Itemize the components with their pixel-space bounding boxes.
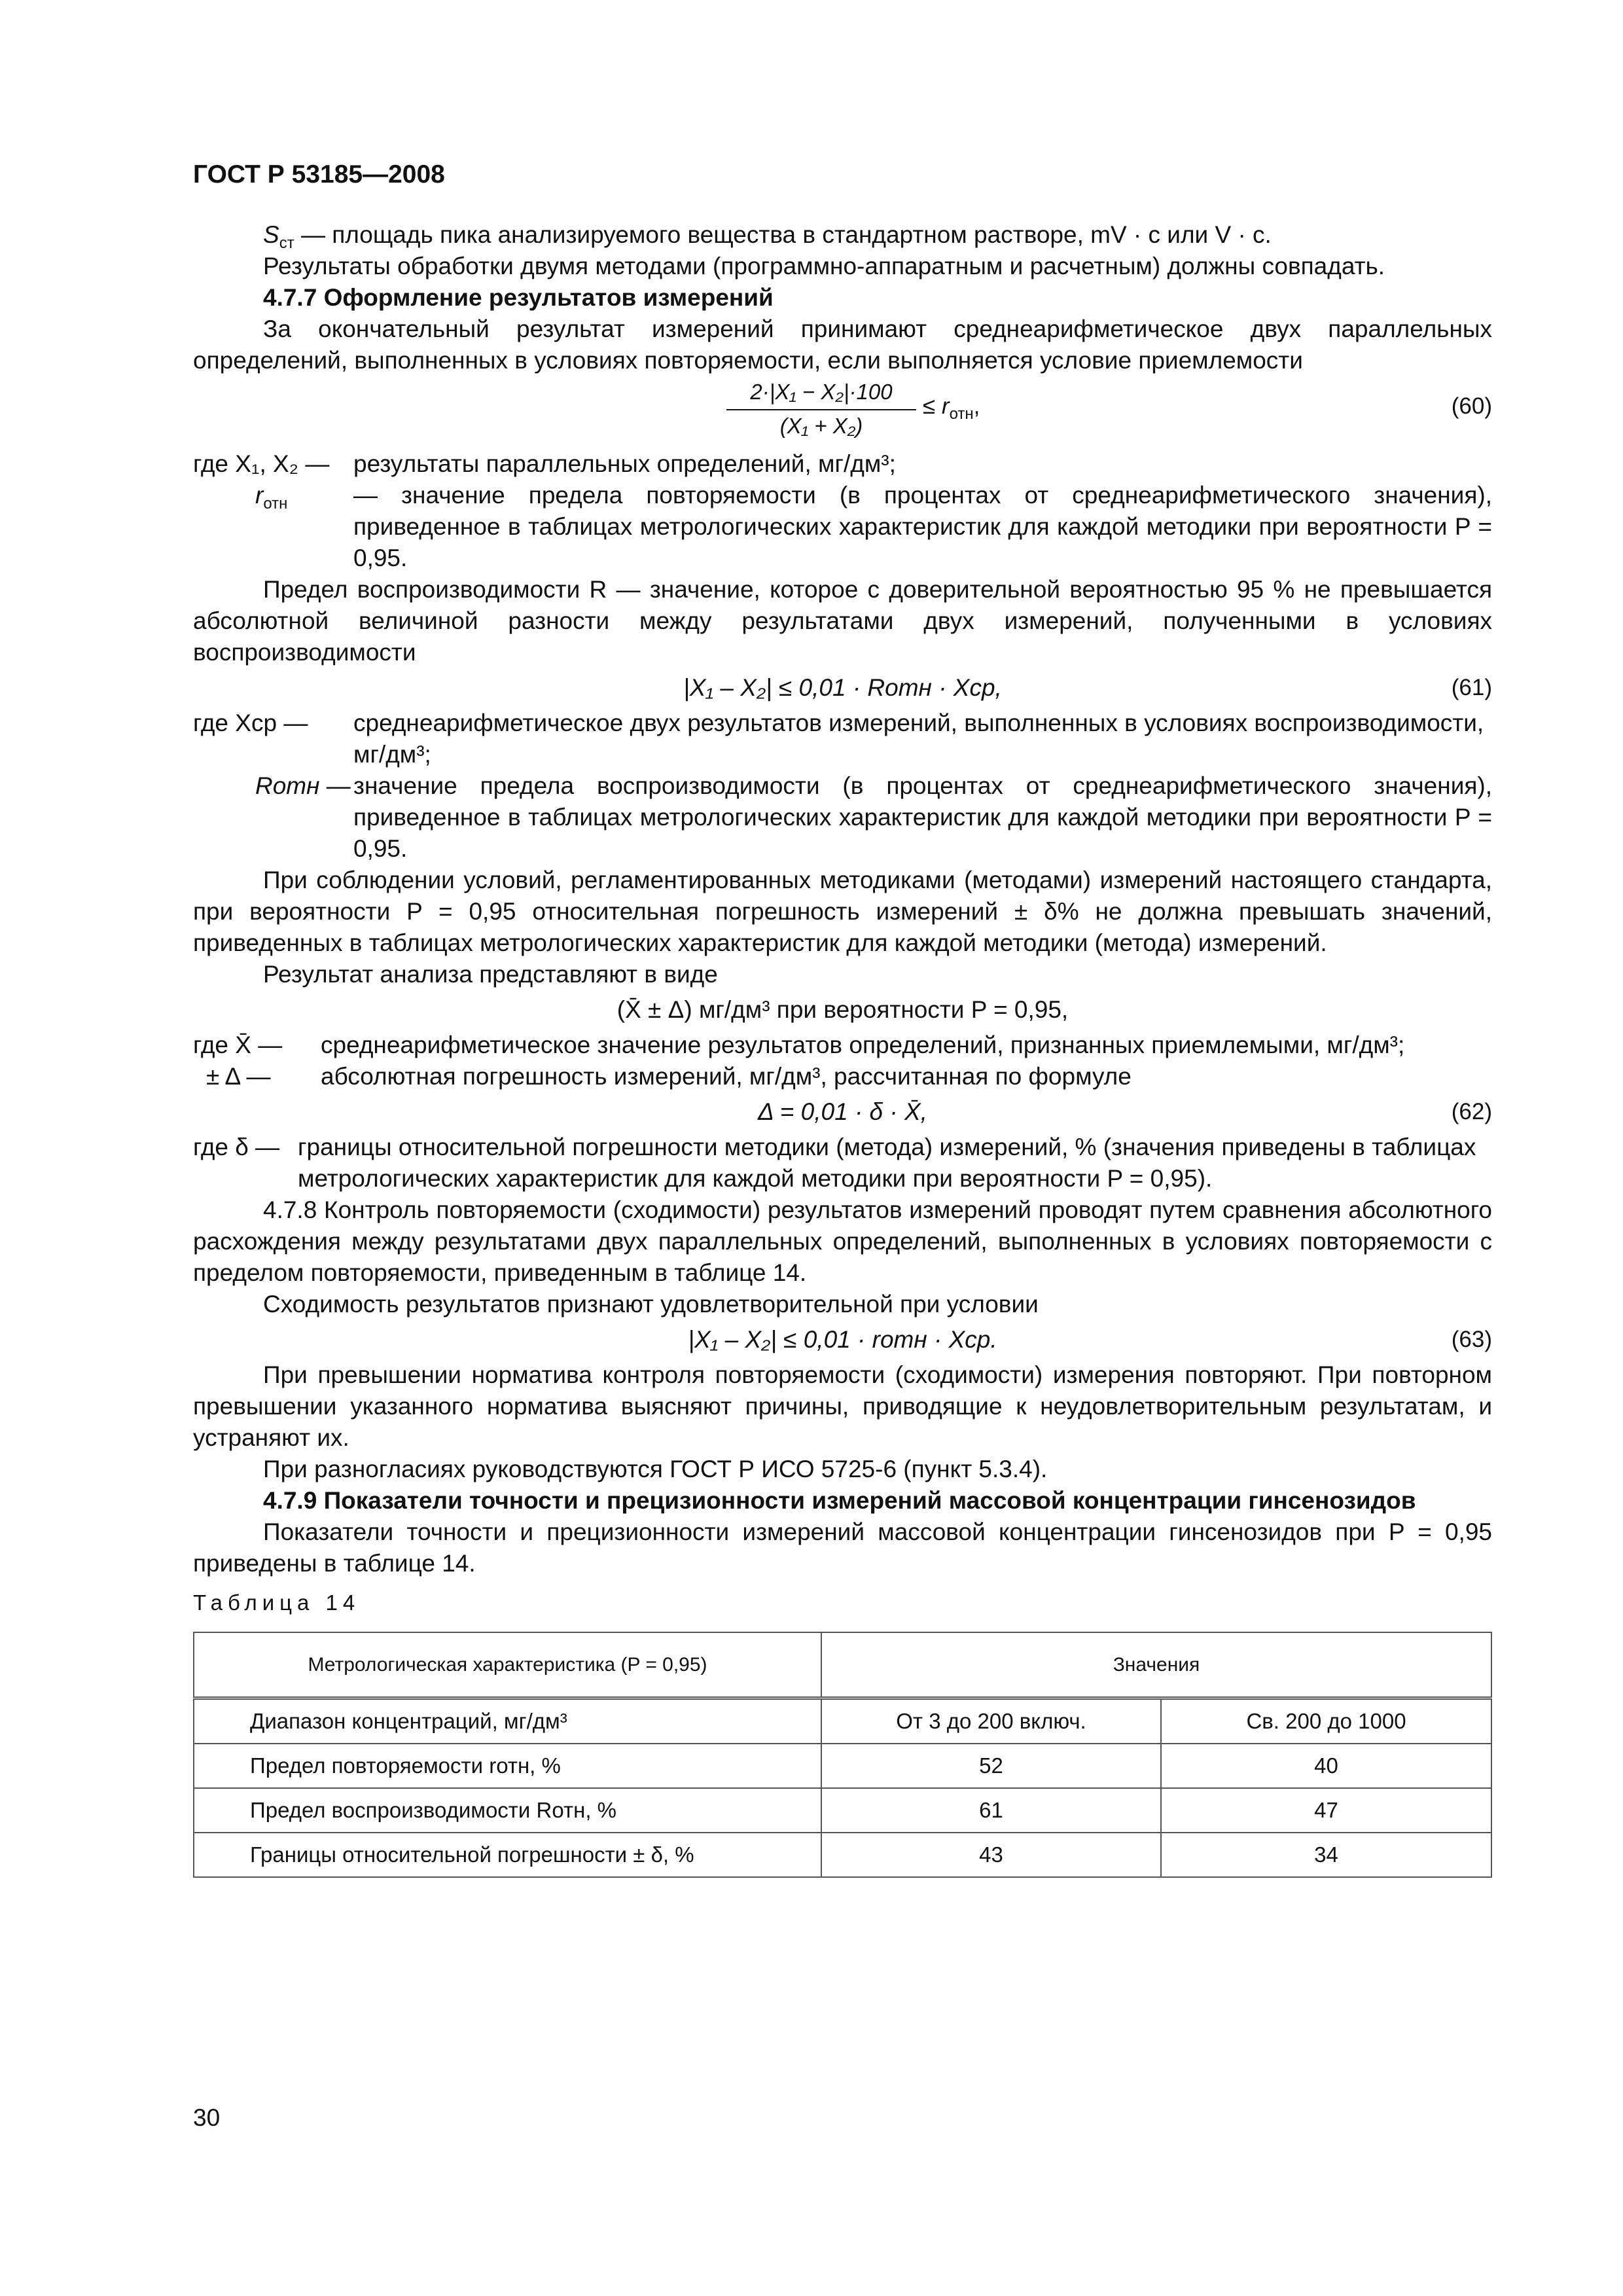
formula-63 (193, 1320, 1492, 1359)
section-heading-4-7-9: 4.7.9 Показатели точности и прецизионности измерений массовой концентрации гинсенозидов (263, 1487, 1416, 1514)
where-r-otn-reproducibility: Rотн — значение предела воспроизводимости (в процентах от среднеарифметического значения), приведенное в таблицах метрологических характеристик для каждой методики при вероятности P = 0,95. (255, 772, 1492, 862)
formula-60-rhs: ≤ $r_{отн}$, (923, 393, 980, 423)
document-page (193, 0, 1492, 2296)
sst-definition: $S_{ст}$ — площадь пика анализируемого вещества в стандартном растворе, mV · с или V · с. (263, 221, 1272, 252)
formula-61 (193, 668, 1492, 708)
formula-number-61: (61) (1451, 675, 1492, 700)
paragraph-final-result: За окончательный результат измерений принимают среднеарифметическое двух параллельных определений, выполненных в условиях повторяемости, если выполняется условие приемлемости (193, 315, 1492, 374)
page-number: 30 (193, 2104, 221, 2131)
formula-60 (193, 376, 1492, 448)
paragraph-accuracy-indicators: Показатели точности и прецизионности измерений массовой концентрации гинсенозидов при P = 0,95 приведены в таблице 14. (193, 1518, 1492, 1577)
table-caption: Таблица 14 (193, 1590, 361, 1615)
formula-result-expression: (X̄ ± Δ) мг/дм³ при вероятности P = 0,95, (616, 996, 1069, 1023)
document-body (193, 219, 1492, 1878)
where-x1-x2: где X₁, X₂ — результаты параллельных определений, мг/дм³; (193, 450, 896, 477)
formula-62-expression: Δ = 0,01 · δ · X̄, (758, 1098, 927, 1125)
formula-number-60: (60) (1451, 393, 1492, 419)
paragraph-convergence: Сходимость результатов признают удовлетворительной при условии (263, 1291, 1039, 1318)
table-row: Предел воспроизводимости Rотн, % 61 47 (194, 1788, 1491, 1833)
table-header-values: Значения (821, 1632, 1491, 1698)
table-row: Предел повторяемости rотн, % 52 40 (194, 1744, 1491, 1788)
formula-result (193, 990, 1492, 1030)
table-row: Диапазон концентраций, мг/дм³ От 3 до 200 включ. Св. 200 до 1000 (194, 1698, 1491, 1744)
paragraph-results-match: Результаты обработки двумя методами (программно-аппаратным и расчетным) должны совпадать. (263, 253, 1385, 279)
paragraph-conditions: При соблюдении условий, регламентированных методиками (методами) измерений настоящего стандарта, при вероятности P = 0,95 относительная погрешность измерений ± δ% не должна превышать значений, приведенных в таблицах метрологических характеристик для каждой методики (метода) измерений. (193, 867, 1492, 956)
formula-61-expression: |X₁ – X₂| ≤ 0,01 · Rотн · Xср, (683, 674, 1002, 701)
where-delta-bounds: где δ — границы относительной погрешности методики (метода) измерений, % (значения приведены в таблицах метрологических характеристик для каждой методики при вероятности P = 0,95). (193, 1134, 1476, 1192)
section-4-7-8: 4.7.8 Контроль повторяемости (сходимости) результатов измерений проводят путем сравнения абсолютного расхождения между результатами двух параллельных определений, выполненных в условиях повторяемости с пределом повторяемости, приведенным в таблице 14. (193, 1196, 1492, 1286)
where-x-sr: где Xср — среднеарифметическое двух результатов измерений, выполненных в условиях воспроизводимости, мг/дм³; (193, 709, 1484, 768)
formula-62 (193, 1092, 1492, 1132)
where-delta: ± Δ — абсолютная погрешность измерений, мг/дм³, рассчитанная по формуле (206, 1063, 1132, 1090)
formula-number-62: (62) (1451, 1099, 1492, 1124)
formula-60-numerator: 2·|X₁ − X₂|·100 (726, 376, 916, 410)
paragraph-disagreement: При разногласиях руководствуются ГОСТ Р ИСО 5725-6 (пункт 5.3.4). (263, 1456, 1048, 1482)
paragraph-repeat: При превышении норматива контроля повторяемости (сходимости) измерения повторяют. При повторном превышении указанного норматива выясняют причины, приводящие к неудовлетворительным результатам, и устраняют их. (193, 1361, 1492, 1451)
formula-number-63: (63) (1451, 1327, 1492, 1352)
where-x-mean: где X̄ — среднеарифметическое значение результатов определений, признанных приемлемыми, мг/дм³; (193, 1031, 1405, 1058)
paragraph-reproducibility-limit: Предел воспроизводимости R — значение, которое с доверительной вероятностью 95 % не превышается абсолютной величиной разности между результатами двух измерений, полученными в условиях воспроизводимости (193, 576, 1492, 666)
table-14 (193, 1632, 1492, 1878)
table-header-row (194, 1632, 1491, 1698)
standard-header: ГОСТ Р 53185—2008 (193, 160, 445, 188)
paragraph-result-form: Результат анализа представляют в виде (263, 961, 718, 988)
formula-60-denominator: (X₁ + X₂) (779, 414, 863, 438)
formula-63-expression: |X₁ – X₂| ≤ 0,01 · rотн · Xср. (688, 1326, 997, 1353)
section-heading-4-7-7: 4.7.7 Оформление результатов измерений (263, 284, 774, 311)
where-r-otn: $r_{отн}$ — значение предела повторяемости (в процентах от среднеарифметического значения), приведенное в таблицах метрологических характеристик для каждой методики при вероятности P = 0,95. (255, 482, 1492, 571)
table-row: Границы относительной погрешности ± δ, % 43 34 (194, 1833, 1491, 1877)
table-header-characteristic: Метрологическая характеристика (P = 0,95) (194, 1632, 821, 1698)
